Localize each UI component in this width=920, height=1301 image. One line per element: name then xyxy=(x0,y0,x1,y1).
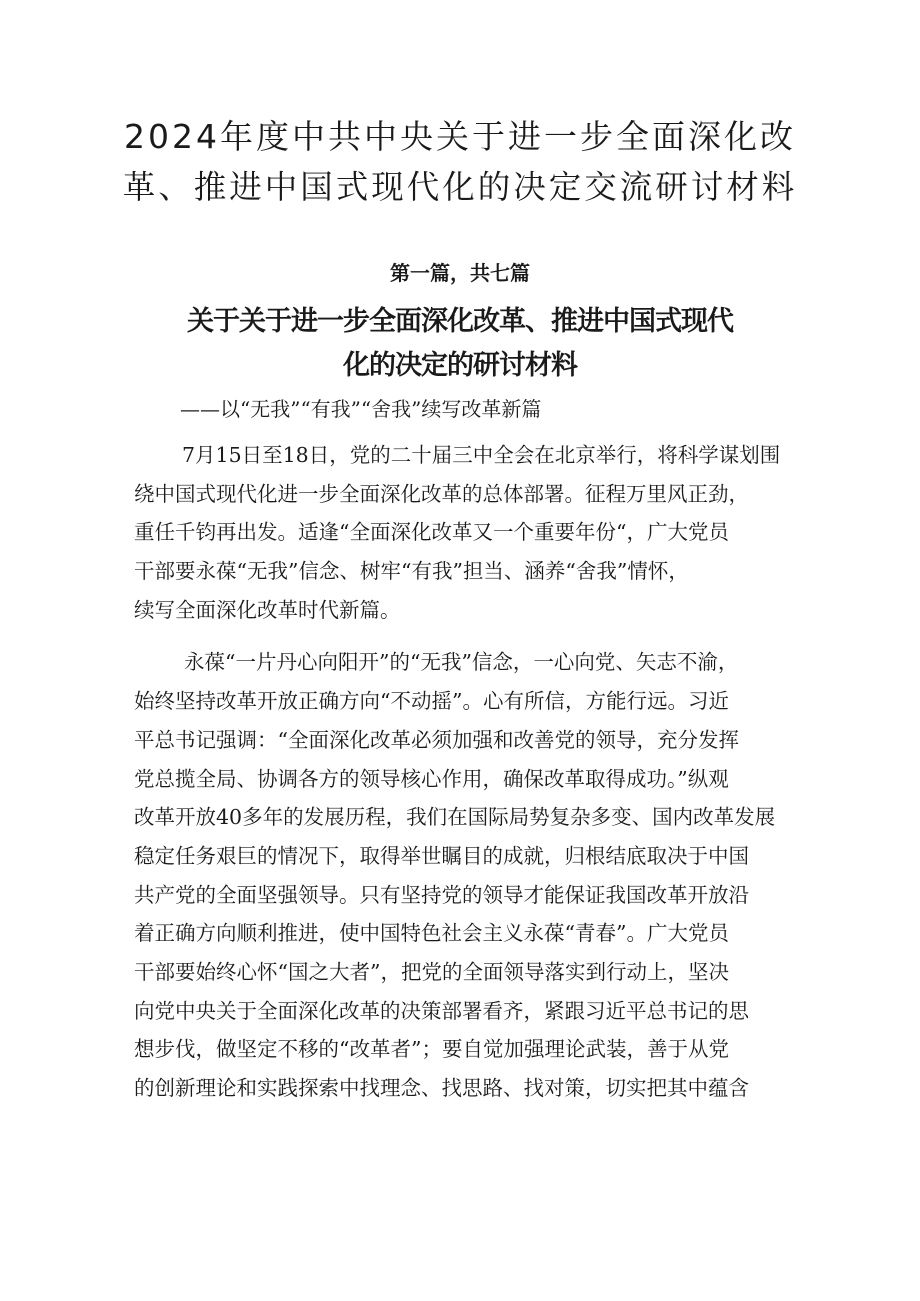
text-line: 绕中国式现代化进一步全面深化改革的总体部署。征程万里风正劲， xyxy=(134,481,749,506)
text-line: 续写全面深化改革时代新篇。 xyxy=(134,597,401,622)
text-line: 重任千钧再出发。适逢“全面深化改革又一个重要年份“，广大党员 xyxy=(134,520,729,545)
document-title-line: 革、推进中国式现代化的决定交流研讨材料 xyxy=(122,168,798,206)
text-line: 始终坚持改革开放正确方向“不动摇”。心有所信，方能行远。习近 xyxy=(134,689,729,714)
text-line: 党总揽全局、协调各方的领导核心作用，确保改革取得成功。”纵观 xyxy=(134,766,729,791)
text-line: 干部要永葆“无我”信念、树牢“有我”担当、涵养“舍我”情怀， xyxy=(134,559,689,584)
text-line: 改革开放40多年的发展历程，我们在国际局势复杂多变、国内改革发展 xyxy=(134,805,776,830)
paragraph-2 xyxy=(134,643,802,1107)
text-line: 稳定任务艰巨的情况下，取得举世瞩目的成就，归根结底取决于中国 xyxy=(134,843,749,868)
section-title-line: 化的决定的研讨材料 xyxy=(343,350,577,381)
paragraph-gap xyxy=(134,629,802,643)
text-line: 向党中央关于全面深化改革的决策部署看齐，紧跟习近平总书记的思 xyxy=(134,998,749,1023)
text-line: 7月15日至18日，党的二十届三中全会在北京举行，将科学谋划围 xyxy=(182,443,781,467)
section-title-line: 关于关于进一步全面深化改革、推进中国式现代 xyxy=(187,306,733,337)
text-line: 共产党的全面坚强领导。只有坚持党的领导才能保证我国改革开放沿 xyxy=(134,882,749,907)
text-line: 平总书记强调：“全面深化改革必须加强和改善党的领导，充分发挥 xyxy=(134,727,739,752)
section-subtitle: ——以“无我”“有我”“舍我”续写改革新篇 xyxy=(180,397,542,421)
document-title-line: 2024年度中共中央关于进一步全面深化改 xyxy=(124,117,796,156)
part-label: 第一篇，共七篇 xyxy=(390,261,530,285)
paragraph-1 xyxy=(134,436,802,629)
text-line: 着正确方向顺利推进，使中国特色社会主义永葆“青春”。广大党员 xyxy=(134,921,729,946)
text-line: 永葆“一片丹心向阳开”的“无我”信念，一心向党、矢志不渝， xyxy=(184,650,739,675)
text-line: 干部要始终心怀“国之大者”，把党的全面领导落实到行动上，坚决 xyxy=(134,959,729,984)
section-title xyxy=(150,300,770,388)
text-line: 的创新理论和实践探索中找理念、找思路、找对策，切实把其中蕴含 xyxy=(134,1076,749,1100)
text-line: 想步伐，做坚定不移的“改革者”；要自觉加强理论武装，善于从党 xyxy=(134,1037,729,1062)
body-text xyxy=(134,436,802,1108)
document-title xyxy=(120,112,800,212)
